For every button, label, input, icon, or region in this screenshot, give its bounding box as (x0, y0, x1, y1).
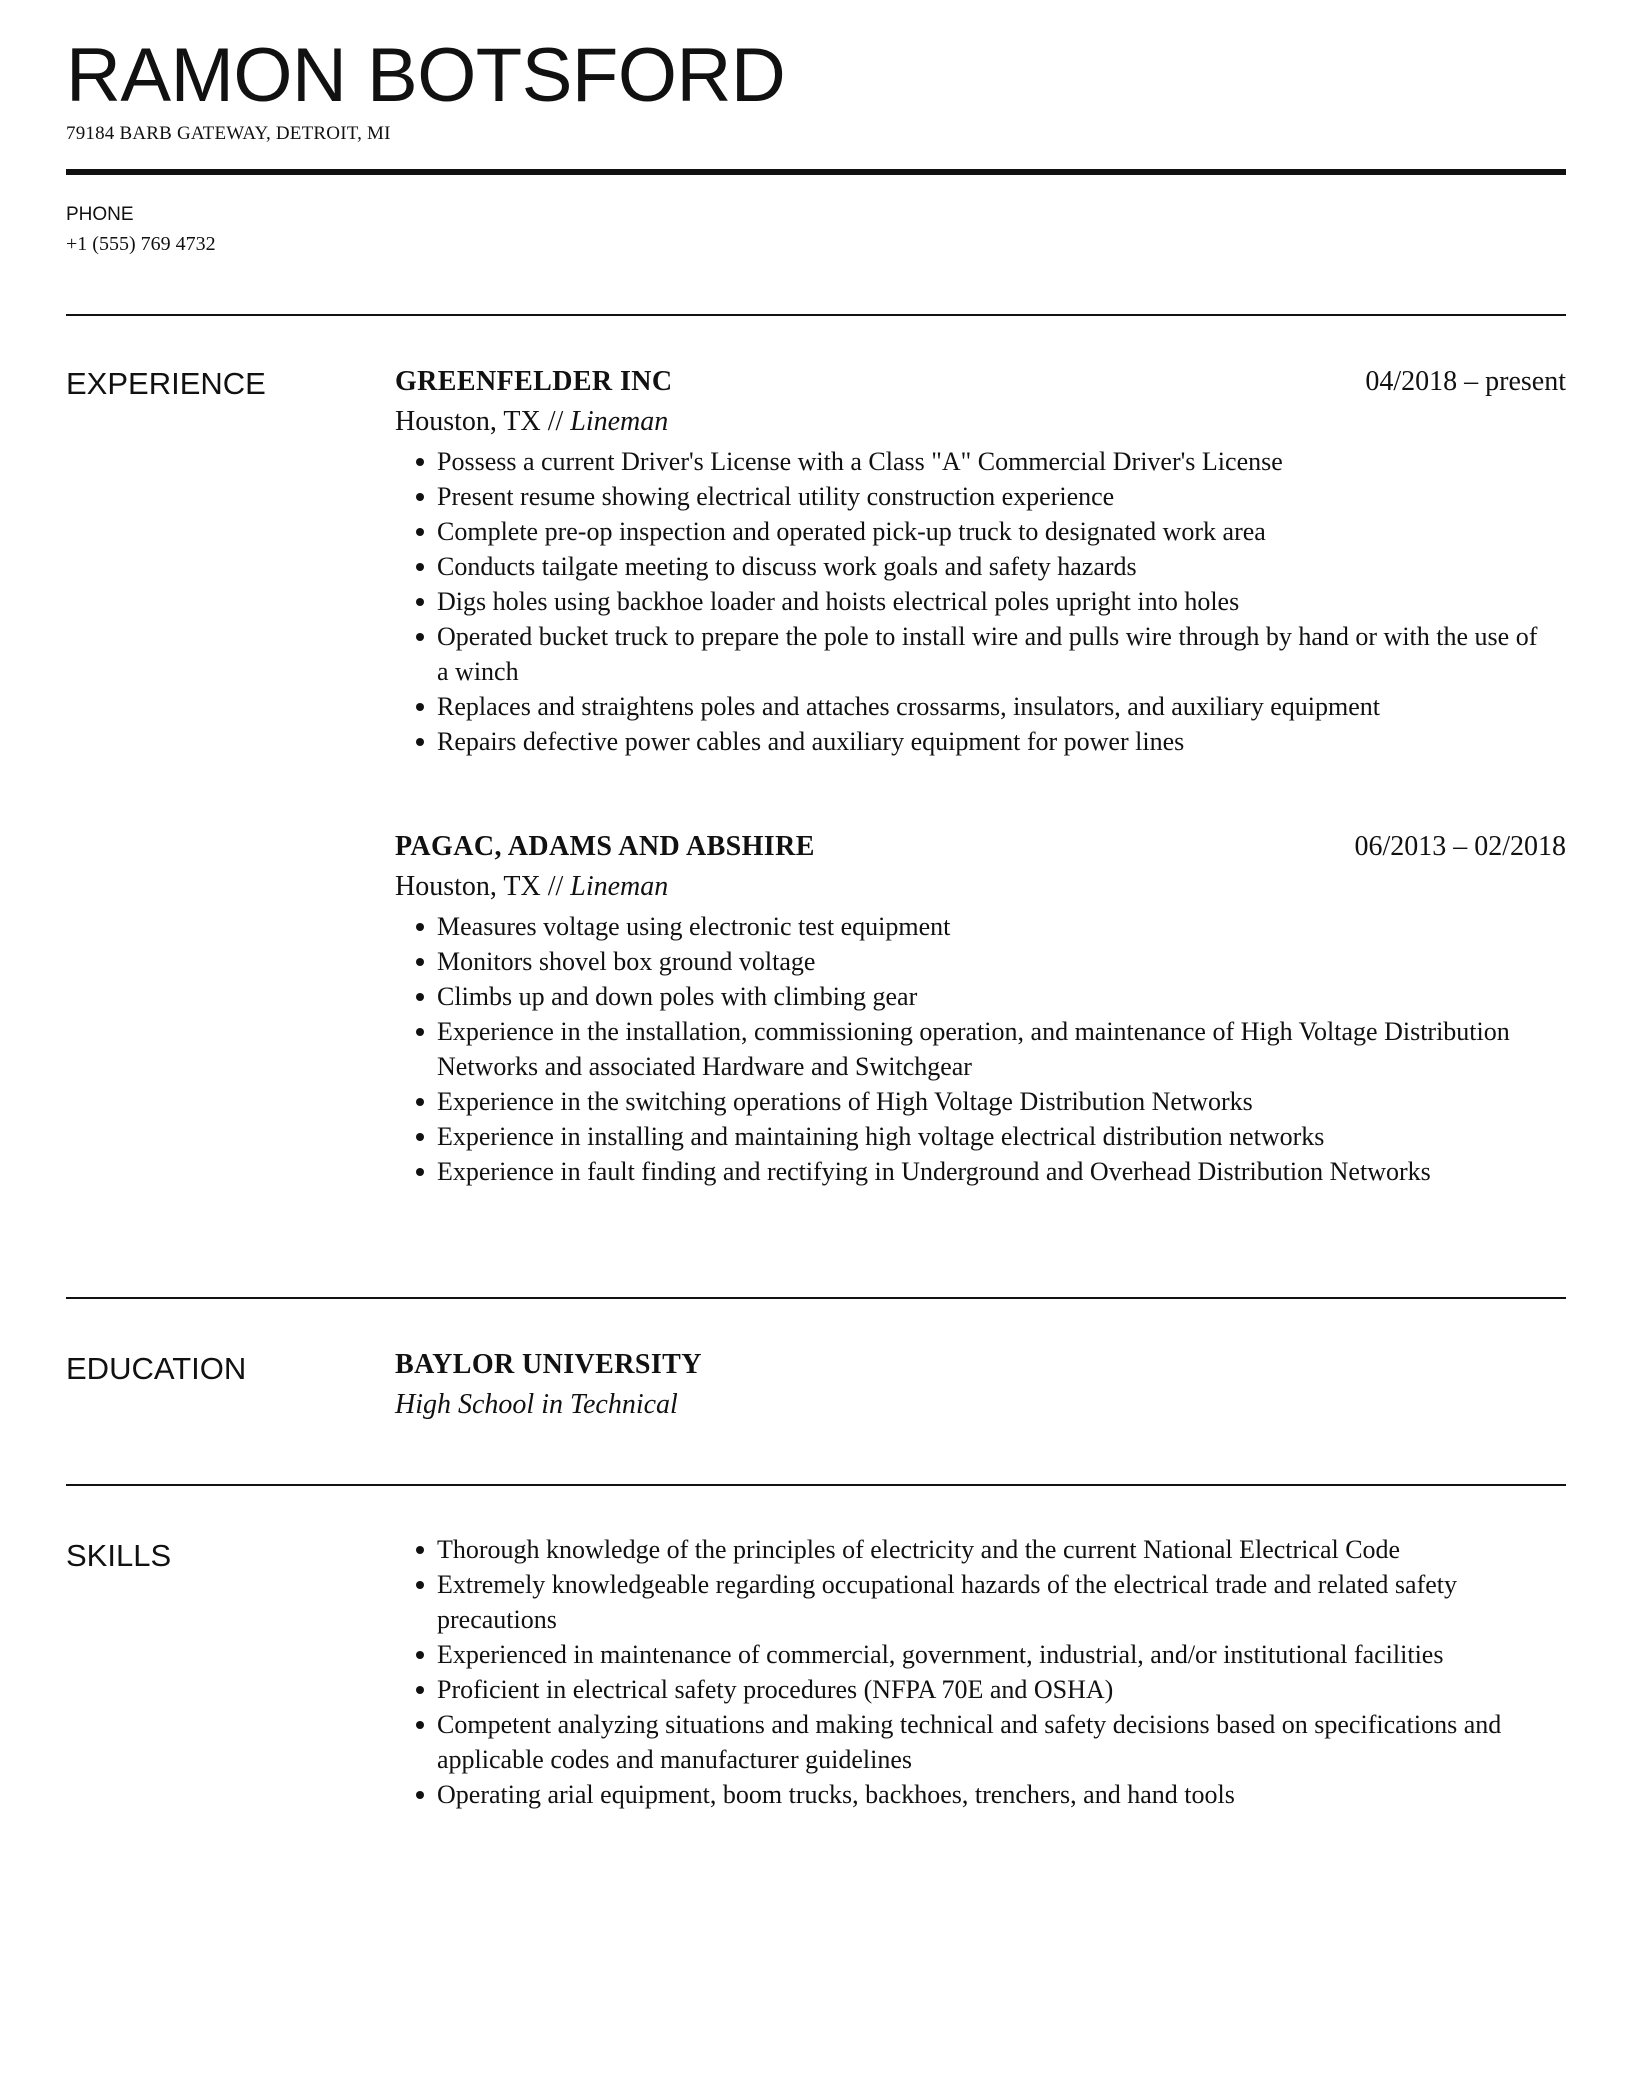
resume-page (66, 0, 1566, 2098)
list-item: Conducts tailgate meeting to discuss work goals and safety hazards (395, 549, 1566, 584)
job-location-title (395, 402, 1566, 442)
experience-heading: EXPERIENCE (66, 366, 266, 401)
section-divider (66, 1484, 1566, 1486)
separator: // (540, 406, 571, 437)
list-item: Climbs up and down poles with climbing gear (395, 979, 1566, 1014)
phone-label: PHONE (66, 204, 134, 225)
list-item: Measures voltage using electronic test equipment (395, 909, 1566, 944)
list-item: Experienced in maintenance of commercial, government, industrial, and/or institutional facilities (395, 1637, 1566, 1672)
job-responsibilities (395, 909, 1566, 1189)
list-item: Experience in fault finding and rectifying in Underground and Overhead Distribution Networks (395, 1154, 1566, 1189)
list-item: Possess a current Driver's License with a Class "A" Commercial Driver's License (395, 444, 1566, 479)
list-item: Experience in the installation, commissioning operation, and maintenance of High Voltage Distribution Networks and associated Hardware and Switchgear (395, 1014, 1566, 1084)
list-item: Digs holes using backhoe loader and hoists electrical poles upright into holes (395, 584, 1566, 619)
list-item: Experience in the switching operations of High Voltage Distribution Networks (395, 1084, 1566, 1119)
education-heading: EDUCATION (66, 1351, 247, 1386)
education-entry (395, 1345, 1566, 1425)
address: 79184 BARB GATEWAY, DETROIT, MI (66, 123, 391, 144)
phone-number: +1 (555) 769 4732 (66, 233, 216, 255)
degree: High School in Technical (395, 1389, 678, 1420)
company-name: PAGAC, ADAMS AND ABSHIRE (395, 831, 815, 862)
skills-heading: SKILLS (66, 1538, 172, 1573)
job-title: Lineman (570, 406, 669, 437)
job-dates: 06/2013 – 02/2018 (1354, 831, 1566, 862)
company-name: GREENFELDER INC (395, 366, 673, 397)
separator: // (540, 871, 571, 902)
job-responsibilities (395, 444, 1566, 759)
list-item: Complete pre-op inspection and operated pick-up truck to designated work area (395, 514, 1566, 549)
job-entry (395, 362, 1566, 759)
candidate-name: RAMON BOTSFORD (66, 33, 786, 118)
list-item: Operating arial equipment, boom trucks, backhoes, trenchers, and hand tools (395, 1777, 1566, 1812)
list-item: Thorough knowledge of the principles of electricity and the current National Electrical Code (395, 1532, 1566, 1567)
section-divider (66, 1297, 1566, 1299)
skills-list (395, 1532, 1566, 1812)
job-location: Houston, TX (395, 406, 541, 437)
list-item: Replaces and straightens poles and attaches crossarms, insulators, and auxiliary equipment (395, 689, 1566, 724)
list-item: Extremely knowledgeable regarding occupational hazards of the electrical trade and related safety precautions (395, 1567, 1566, 1637)
list-item: Experience in installing and maintaining high voltage electrical distribution networks (395, 1119, 1566, 1154)
job-location-title (395, 867, 1566, 907)
job-title: Lineman (570, 871, 669, 902)
section-divider (66, 314, 1566, 316)
school-name: BAYLOR UNIVERSITY (395, 1349, 702, 1380)
header-divider (66, 169, 1566, 175)
job-dates: 04/2018 – present (1365, 366, 1566, 397)
job-entry (395, 827, 1566, 1189)
list-item: Operated bucket truck to prepare the pole to install wire and pulls wire through by hand or with the use of a winch (395, 619, 1566, 689)
list-item: Monitors shovel box ground voltage (395, 944, 1566, 979)
skills-block (395, 1532, 1566, 1812)
list-item: Present resume showing electrical utility construction experience (395, 479, 1566, 514)
list-item: Competent analyzing situations and making technical and safety decisions based on specifications and applicable codes and manufacturer guidelines (395, 1707, 1566, 1777)
list-item: Repairs defective power cables and auxiliary equipment for power lines (395, 724, 1566, 759)
list-item: Proficient in electrical safety procedures (NFPA 70E and OSHA) (395, 1672, 1566, 1707)
job-location: Houston, TX (395, 871, 541, 902)
